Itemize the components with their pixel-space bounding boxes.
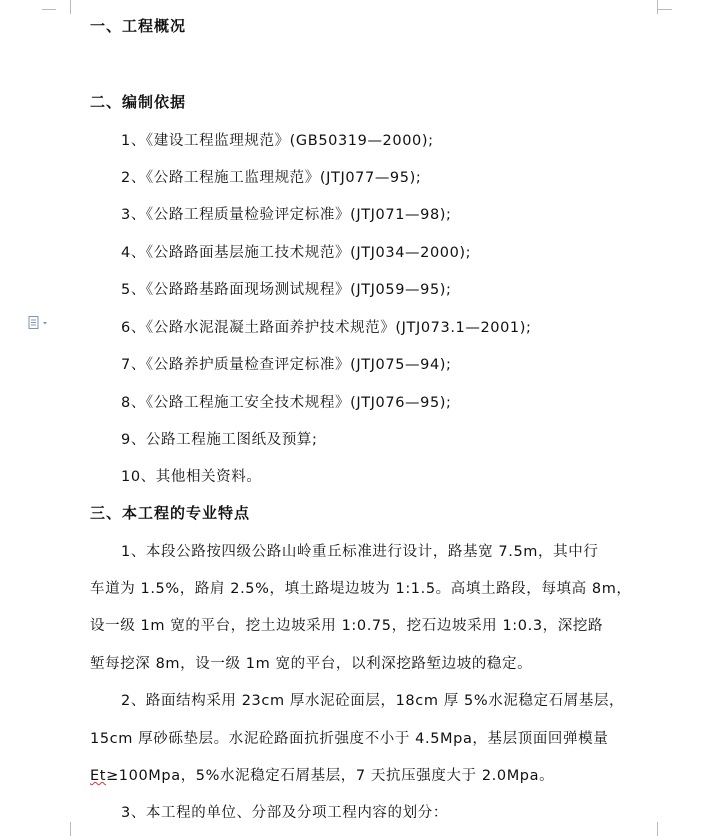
paragraph-line: 车道为 1.5%，路肩 2.5%，填土路堤边坡为 1:1.5。高填土路段，每填高 8m，	[90, 581, 632, 597]
paragraph-line: 15cm 厚砂砾垫层。水泥砼路面抗折强度不小于 4.5Mpa，基层顶面回弹模量	[90, 731, 609, 747]
paragraph-line: 设一级 1m 宽的平台，挖土边坡采用 1:0.75，挖石边坡采用 1:0.3，深挖路	[90, 618, 604, 634]
paragraph-line	[90, 764, 554, 785]
reference-item: 4、《公路路面基层施工技术规范》(JTJ034—2000);	[121, 245, 472, 261]
document-icon[interactable]	[28, 316, 50, 330]
reference-item: 5、《公路路基路面现场测试规程》(JTJ059—95);	[121, 282, 452, 298]
crop-mark-top-left-h	[42, 8, 56, 10]
paragraph-line: 3、本工程的单位、分部及分项工程内容的划分：	[121, 805, 448, 821]
crop-mark-top-right-h	[658, 8, 672, 10]
crop-mark-top-left	[56, 0, 71, 14]
reference-item: 6、《公路水泥混凝土路面养护技术规范》(JTJ073.1—2001);	[121, 320, 532, 336]
reference-item: 9、公路工程施工图纸及预算;	[121, 432, 318, 448]
heading-basis: 二、编制依据	[90, 93, 187, 111]
spellcheck-word: Et	[90, 768, 107, 784]
heading-overview: 一、工程概况	[90, 17, 187, 35]
crop-mark-bottom-right	[657, 822, 672, 836]
crop-mark-top-right	[657, 0, 672, 14]
reference-item: 1、《建设工程监理规范》(GB50319—2000);	[121, 133, 434, 149]
paragraph-line-text: ≥100Mpa，5%水泥稳定石屑基层，7 天抗压强度大于 2.0Mpa。	[106, 768, 555, 784]
reference-item: 8、《公路工程施工安全技术规程》(JTJ076—95);	[121, 395, 452, 411]
reference-item: 3、《公路工程质量检验评定标准》(JTJ071—98);	[121, 207, 452, 223]
reference-item: 2、《公路工程施工监理规范》(JTJ077—95);	[121, 170, 422, 186]
paragraph-line: 2、路面结构采用 23cm 厚水泥砼面层，18cm 厚 5%水泥稳定石屑基层，	[121, 693, 625, 709]
heading-features: 三、本工程的专业特点	[90, 504, 251, 522]
reference-item: 10、其他相关资料。	[121, 469, 262, 485]
paragraph-line: 堑每挖深 8m，设一级 1m 宽的平台，以利深挖路堑边坡的稳定。	[90, 656, 533, 672]
crop-mark-bottom-left	[56, 822, 71, 836]
paragraph-line: 1、本段公路按四级公路山岭重丘标准进行设计，路基宽 7.5m，其中行	[121, 544, 599, 560]
reference-item: 7、《公路养护质量检查评定标准》(JTJ075—94);	[121, 357, 452, 373]
